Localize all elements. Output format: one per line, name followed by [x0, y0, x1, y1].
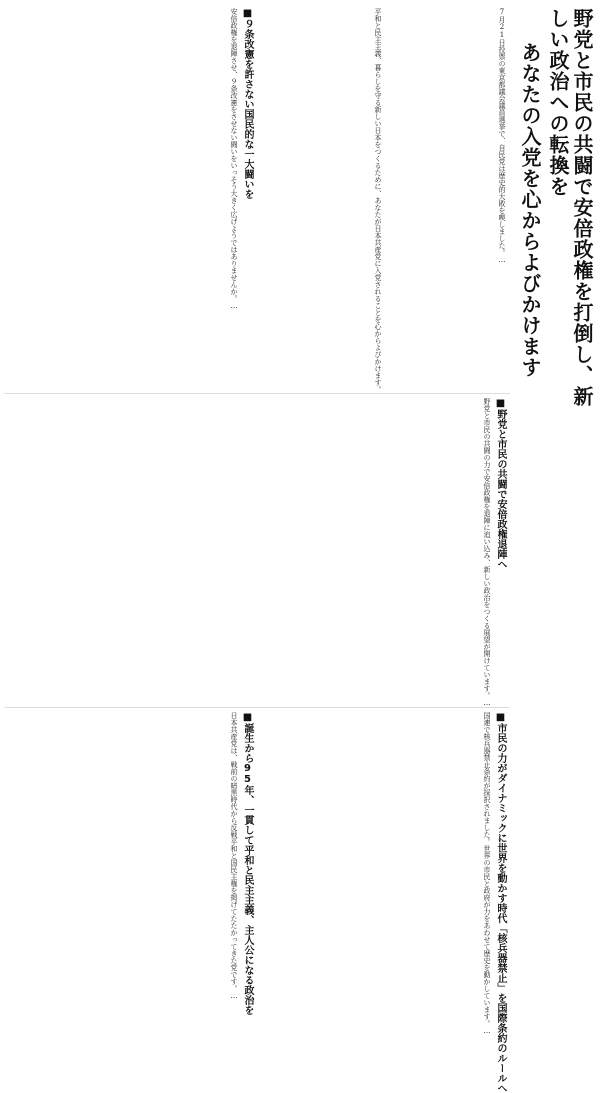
- paragraph: 平和と民主主義、暮らしを守る新しい日本をつくるために、あなたが日本共産党に入党されることを心からよびかけます。: [374, 8, 382, 393]
- paragraph: 野党と市民の共闘の力で安倍政権を退陣に追い込み、新しい政治をつくる展望が開けています。…: [483, 398, 491, 707]
- section-intro: [257, 8, 510, 393]
- section-heading: ■９条改憲を許さない国民的な一大闘いを: [242, 8, 253, 199]
- section-nuclear-ban: [257, 712, 510, 1093]
- body-text: [4, 8, 510, 1093]
- headline-line-1: 野党と市民の共闘で安倍政権を打倒し、新しい政治への転換を: [546, 8, 594, 407]
- headline: [518, 8, 594, 452]
- headline-line-2: あなたの入党を心からよびかけます: [518, 42, 542, 378]
- tier-bottom: [4, 712, 510, 1093]
- section-heading: ■野党と市民の共闘で安倍政権退陣へ: [495, 398, 506, 569]
- section-heading: ■市民の力がダイナミックに世界を動かす時代「核兵器禁止」を国際条約のルールへ: [495, 712, 506, 1093]
- section-joint-struggle: [4, 398, 510, 707]
- section-article9: [4, 8, 257, 393]
- paragraph: 日本共産党は、戦前の暗黒時代から反戦平和と国民主権を掲げてたたかってきた党です。…: [230, 712, 238, 1000]
- paragraph: 7月21日投票の東京都議会議員選挙で、自民党は歴史的大敗を喫しました。…: [498, 8, 506, 264]
- tier-middle: [4, 398, 510, 708]
- paragraph: 安倍政権を退陣させ、９条改憲をさせない闘いをいっそう大きく広げようではありませんか。…: [230, 8, 238, 310]
- section-history: [4, 712, 257, 1093]
- tier-top: [4, 8, 510, 394]
- section-heading: ■誕生から95年、一貫して平和と民主主義、主人公になる政治を: [242, 712, 253, 1015]
- paragraph: 国連で核兵器禁止条約が採択されました。世界の市民と政府が力をあわせて歴史を動かしています。…: [483, 712, 491, 1035]
